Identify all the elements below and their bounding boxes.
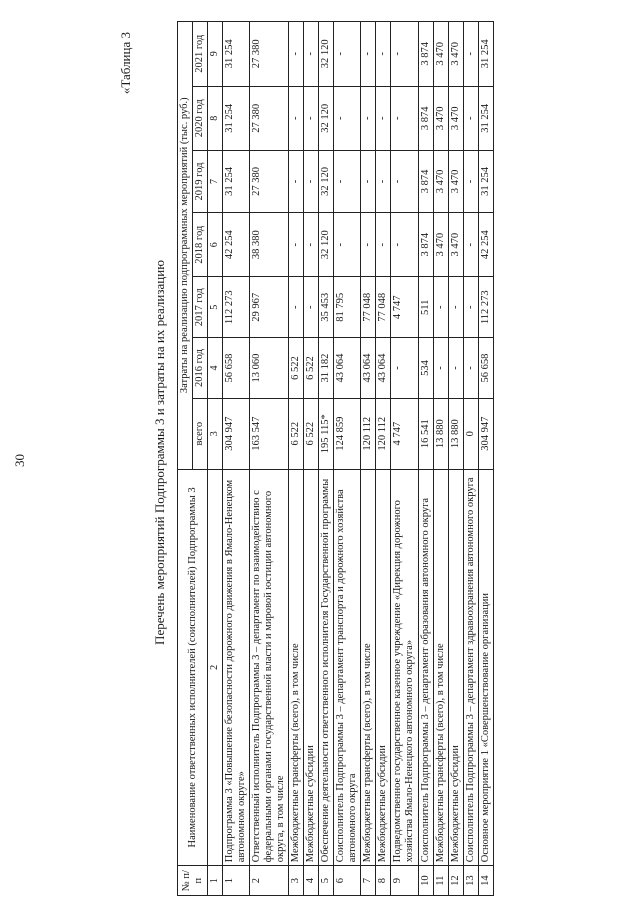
cell-year-value: - (334, 22, 361, 87)
column-index: 7 (208, 150, 223, 212)
cell-year-value: 38 380 (249, 212, 288, 276)
cell-year-value: 43 064 (376, 338, 391, 399)
header-year: 2018 год (193, 212, 208, 276)
row-number: 1 (222, 866, 249, 896)
header-row (178, 22, 193, 896)
header-year: 2016 год (193, 338, 208, 399)
cell-year-value: - (376, 22, 391, 87)
cell-year-value: 3 470 (448, 150, 463, 212)
row-name: Подведомственное государственное казенное учреждение «Дирекция дорожного хозяйства Ямало-Ненецкого автономного округа» (391, 469, 418, 866)
table-row (249, 22, 288, 896)
cell-total: 163 547 (249, 398, 288, 469)
cell-year-value: - (304, 22, 319, 87)
cell-year-value: 31 254 (222, 22, 249, 87)
cell-year-value: 56 658 (478, 338, 493, 399)
cell-year-value: 13 060 (249, 338, 288, 399)
row-number: 10 (418, 866, 433, 896)
cell-year-value: - (448, 338, 463, 399)
row-name: Межбюджетные трансферты (всего), в том числе (288, 469, 303, 866)
cell-year-value: 511 (418, 277, 433, 338)
cell-year-value: - (304, 212, 319, 276)
cell-year-value: - (433, 338, 448, 399)
cell-year-value: - (391, 22, 418, 87)
cell-year-value: 32 120 (319, 212, 334, 276)
cell-year-value: 32 120 (319, 150, 334, 212)
cell-year-value: 31 254 (222, 86, 249, 150)
cell-total: 4 747 (391, 398, 418, 469)
cell-year-value: - (361, 212, 376, 276)
row-number: 13 (463, 866, 478, 896)
cell-year-value: - (463, 212, 478, 276)
cell-year-value: 6 522 (304, 338, 319, 399)
cell-year-value: - (304, 150, 319, 212)
cell-total: 120 112 (376, 398, 391, 469)
cell-year-value: - (288, 277, 303, 338)
cell-year-value: 29 967 (249, 277, 288, 338)
table-row (391, 22, 418, 896)
cell-year-value: 31 254 (478, 150, 493, 212)
row-number: 7 (361, 866, 376, 896)
cell-year-value: - (463, 150, 478, 212)
cell-year-value: 3 470 (433, 212, 448, 276)
cell-year-value: 534 (418, 338, 433, 399)
cell-year-value: 77 048 (361, 277, 376, 338)
cell-year-value: 3 874 (418, 22, 433, 87)
column-index: 9 (208, 22, 223, 87)
cell-year-value: - (334, 212, 361, 276)
row-name: Межбюджетные трансферты (всего), в том числе (361, 469, 376, 866)
row-name: Соисполнитель Подпрограммы 3 – департамент транспорта и дорожного хозяйства автономного округа (334, 469, 361, 866)
page-number: 30 (12, 454, 27, 467)
cell-year-value: 3 874 (418, 86, 433, 150)
cell-year-value: 31 254 (478, 22, 493, 87)
cell-year-value: 3 470 (433, 150, 448, 212)
row-number: 4 (304, 866, 319, 896)
cell-year-value: - (391, 150, 418, 212)
cell-year-value: 42 254 (222, 212, 249, 276)
header-no: № п/п (178, 866, 208, 896)
row-name: Основное мероприятие 1 «Совершенствование организации (478, 469, 493, 866)
cell-year-value: - (391, 338, 418, 399)
cell-total: 304 947 (222, 398, 249, 469)
row-name: Межбюджетные трансферты (всего), в том числе (433, 469, 448, 866)
cell-year-value: 35 453 (319, 277, 334, 338)
cell-year-value: - (463, 338, 478, 399)
cell-year-value: 3 470 (448, 22, 463, 87)
row-number: 6 (334, 866, 361, 896)
column-index: 4 (208, 338, 223, 399)
cell-year-value: - (288, 212, 303, 276)
row-number: 12 (448, 866, 463, 896)
cell-total: 124 859 (334, 398, 361, 469)
row-number: 8 (376, 866, 391, 896)
table-row (334, 22, 361, 896)
cell-year-value: - (376, 212, 391, 276)
table-row (433, 22, 448, 896)
row-number: 2 (249, 866, 288, 896)
column-index-row (208, 22, 223, 896)
cell-year-value: 112 273 (478, 277, 493, 338)
cell-year-value: 43 064 (361, 338, 376, 399)
cell-year-value: 77 048 (376, 277, 391, 338)
column-index: 8 (208, 86, 223, 150)
row-number: 5 (319, 866, 334, 896)
header-year: 2017 год (193, 277, 208, 338)
table-row (463, 22, 478, 896)
row-number: 11 (433, 866, 448, 896)
cell-year-value: 27 380 (249, 22, 288, 87)
column-index: 2 (208, 469, 223, 866)
document-title: Перечень мероприятий Подпрограммы 3 и затраты на их реализацию (152, 260, 167, 645)
table-reference: «Таблица 3 (118, 32, 133, 95)
table-row (478, 22, 493, 896)
row-name: Межбюджетные субсидии (376, 469, 391, 866)
row-name: Ответственный исполнитель Подпрограммы 3 – департамент по взаимодействию с федеральными органами государственной власти и мировой юстиции автономного округа, в том числе (249, 469, 288, 866)
cell-year-value: - (288, 150, 303, 212)
column-index: 3 (208, 398, 223, 469)
cell-year-value: 31 254 (222, 150, 249, 212)
cell-year-value: 3 470 (448, 212, 463, 276)
cell-year-value: 3 470 (433, 22, 448, 87)
row-name: Подпрограмма 3 «Повышение безопасности дорожного движения в Ямало-Ненецком автономном округе» (222, 469, 249, 866)
cell-year-value: - (433, 277, 448, 338)
cell-year-value: - (288, 22, 303, 87)
row-number: 9 (391, 866, 418, 896)
cell-year-value: - (376, 150, 391, 212)
header-year: 2020 год (193, 86, 208, 150)
table-body (222, 22, 493, 896)
cell-year-value: 32 120 (319, 86, 334, 150)
row-name: Межбюджетные субсидии (448, 469, 463, 866)
column-index: 5 (208, 277, 223, 338)
cell-year-value: - (304, 86, 319, 150)
cell-year-value: 32 120 (319, 22, 334, 87)
cell-year-value: - (448, 277, 463, 338)
cell-year-value: 56 658 (222, 338, 249, 399)
cell-year-value: - (288, 86, 303, 150)
header-year: 2021 год (193, 22, 208, 87)
cell-year-value: - (304, 277, 319, 338)
table-row (418, 22, 433, 896)
column-index: 6 (208, 212, 223, 276)
row-name: Соисполнитель Подпрограммы 3 – департамент образования автономного округа (418, 469, 433, 866)
column-index: 1 (208, 866, 223, 896)
cell-year-value: 81 795 (334, 277, 361, 338)
table-row (448, 22, 463, 896)
cell-year-value: - (391, 86, 418, 150)
cell-year-value: - (361, 150, 376, 212)
cell-total: 16 541 (418, 398, 433, 469)
cell-year-value: - (463, 22, 478, 87)
cell-year-value: 31 182 (319, 338, 334, 399)
cell-total: 13 880 (448, 398, 463, 469)
cell-year-value: 31 254 (478, 86, 493, 150)
table-row (319, 22, 334, 896)
cell-year-value: - (463, 86, 478, 150)
cell-year-value: 3 874 (418, 212, 433, 276)
costs-table (177, 21, 494, 896)
cell-total: 120 112 (361, 398, 376, 469)
cell-year-value: 3 470 (448, 86, 463, 150)
cell-total: 195 115* (319, 398, 334, 469)
table-row (288, 22, 303, 896)
table-row (222, 22, 249, 896)
cell-total: 304 947 (478, 398, 493, 469)
table-row (376, 22, 391, 896)
cell-year-value: 3 470 (433, 86, 448, 150)
cell-total: 6 522 (288, 398, 303, 469)
cell-year-value: 3 874 (418, 150, 433, 212)
row-name: Межбюджетные субсидии (304, 469, 319, 866)
cell-total: 6 522 (304, 398, 319, 469)
row-name: Обеспечение деятельности ответственного исполнителя Государственной программы (319, 469, 334, 866)
cell-year-value: - (361, 86, 376, 150)
cell-total: 0 (463, 398, 478, 469)
cell-year-value: 6 522 (288, 338, 303, 399)
cell-year-value: - (334, 86, 361, 150)
row-number: 3 (288, 866, 303, 896)
cell-year-value: 4 747 (391, 277, 418, 338)
header-name: Наименование ответственных исполнителей (соисполнителей) Подпрограммы 3 (178, 469, 208, 866)
cell-total: 13 880 (433, 398, 448, 469)
cell-year-value: - (376, 86, 391, 150)
cell-year-value: 42 254 (478, 212, 493, 276)
row-name: Соисполнитель Подпрограммы 3 – департамент здравоохранения автономного округа (463, 469, 478, 866)
header-year: 2019 год (193, 150, 208, 212)
header-total: всего (193, 398, 208, 469)
header-costs: Затраты на реализацию подпрограммных мероприятий (тыс. руб.) (178, 22, 193, 470)
cell-year-value: - (463, 277, 478, 338)
cell-year-value: 112 273 (222, 277, 249, 338)
table-row (304, 22, 319, 896)
table-row (361, 22, 376, 896)
cell-year-value: 27 380 (249, 86, 288, 150)
cell-year-value: 43 064 (334, 338, 361, 399)
row-number: 14 (478, 866, 493, 896)
cell-year-value: - (334, 150, 361, 212)
cell-year-value: 27 380 (249, 150, 288, 212)
cell-year-value: - (361, 22, 376, 87)
cell-year-value: - (391, 212, 418, 276)
